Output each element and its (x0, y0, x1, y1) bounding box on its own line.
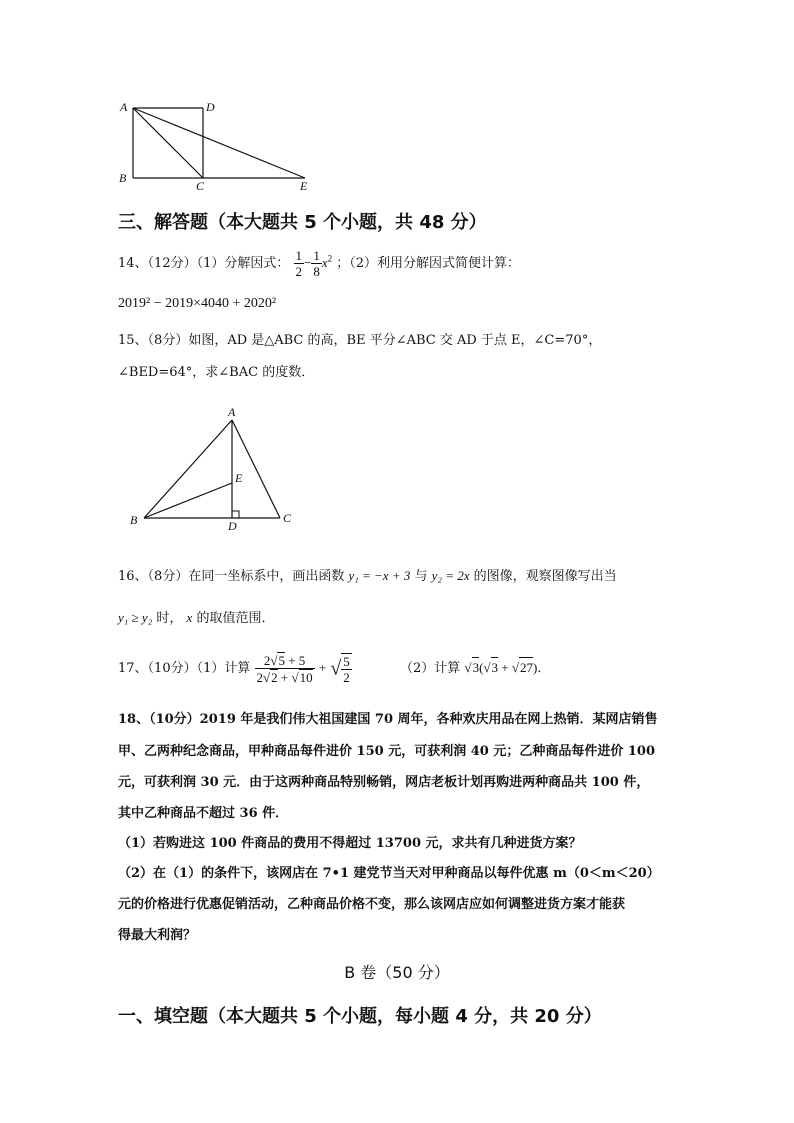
q15-line1: 15、（8分）如图，AD 是△ABC 的高，BE 平分∠ABC 交 AD 于点 E，∠C=70°， (118, 333, 602, 348)
q16-function-2: y₂ = 2x (431, 568, 470, 583)
question-16-line2 (118, 608, 274, 629)
q17-expression-2: √3(√3 + √27)． (464, 660, 550, 675)
q16-tail: 的图像，观察图像写出当 (473, 569, 617, 584)
figure-square-triangle (110, 96, 340, 196)
q18-line1: 18、（10分）2019 年是我们伟大祖国建国 70 周年，各种欢庆用品在网上热销．某网店销售 (118, 712, 658, 727)
figure-triangle-abc (118, 402, 308, 532)
q15-line2: ∠BED=64°，求∠BAC 的度数． (118, 365, 315, 380)
q17-head: 17、（10分）（1）计算 (118, 661, 251, 676)
label-e: E (235, 471, 243, 485)
q17-part2: （2）计算 (400, 661, 461, 676)
part-b-title: B 卷（50 分） (344, 963, 450, 982)
label-b: B (130, 513, 138, 527)
q16-line2-tail: 时， (156, 611, 183, 626)
question-17: 17、（10分）（1）计算 $\frac{2√5 + 5}{2√2 + √10}$ + √ $\frac{5}{2}$ （2）计算 √3(√3 + √27)． (118, 653, 551, 685)
segment-ac (133, 108, 203, 178)
label-d: D (206, 100, 215, 114)
label-c: C (196, 179, 205, 193)
q16-function-1: y₁ = −x + 3 (348, 568, 411, 583)
bisector-be (144, 483, 232, 518)
q18-line4: 其中乙种商品不超过 36 件． (118, 806, 289, 821)
q18-sub2: （2）在（1）的条件下，该网店在 7•1 建党节当天对甲种商品以每件优惠 m（0＜m＜20） (118, 866, 660, 881)
q18-sub2c: 得最大利润？ (118, 928, 197, 943)
fraction-eighth: $\frac{1}{8}$ (313, 248, 320, 279)
fraction-half: $\frac{1}{2}$ (295, 248, 302, 279)
section-title-fill-blank: 一、填空题（本大题共 5 个小题，每小题 4 分，共 20 分） (118, 1006, 602, 1027)
label-a: A (120, 100, 128, 114)
q16-condition: y₁ ≥ y₂ (118, 610, 153, 625)
side-ab (144, 420, 232, 518)
q18-line3: 元，可获利润 30 元．由于这两种商品特别畅销，网店老板计划再购进两种商品共 100 件， (118, 775, 650, 790)
q16-line2-end: 的取值范围． (196, 611, 275, 626)
question-14: 14、（12分）（1）分解因式： $\frac{1}{2}$ − $\frac{1}{8}$ $x^2$ ；（2）利用分解因式简便计算： (118, 248, 521, 279)
label-b: B (119, 171, 127, 185)
q18-sub1: （1）若购进这 100 件商品的费用不得超过 13700 元，求共有几种进货方案？ (118, 836, 582, 851)
section-title-answer: 三、解答题（本大题共 5 个小题，共 48 分） (118, 212, 487, 233)
question-16 (118, 566, 617, 587)
right-angle-mark (232, 511, 239, 518)
q17-fraction: $\frac{2√5 + 5}{2√2 + √10}$ (256, 653, 313, 685)
q16-mid: 与 (414, 569, 428, 584)
segment-ae (133, 108, 305, 178)
label-e: E (300, 179, 308, 193)
label-a: A (228, 405, 236, 419)
q17-sqrt-fraction: $\frac{5}{2}$ (343, 653, 350, 685)
q14-head: 14、（12分）（1）分解因式： (118, 256, 290, 271)
q18-sub2b: 元的价格进行优惠促销活动，乙种商品价格不变，那么该网店应如何调整进货方案才能获 (118, 897, 626, 912)
q16-variable: x (186, 610, 193, 625)
q14-expression: 2019² − 2019×4040 + 2020² (118, 296, 277, 311)
q16-head: 16、（8分）在同一坐标系中，画出函数 (118, 569, 345, 584)
side-ac (232, 420, 280, 518)
q14-sep: ；（2）利用分解因式简便计算： (336, 256, 521, 271)
q18-line2: 甲、乙两种纪念商品，甲种商品每件进价 150 元，可获利润 40 元；乙种商品每件进价 100 (118, 744, 655, 759)
label-c: C (283, 511, 292, 525)
label-d: D (228, 519, 237, 532)
